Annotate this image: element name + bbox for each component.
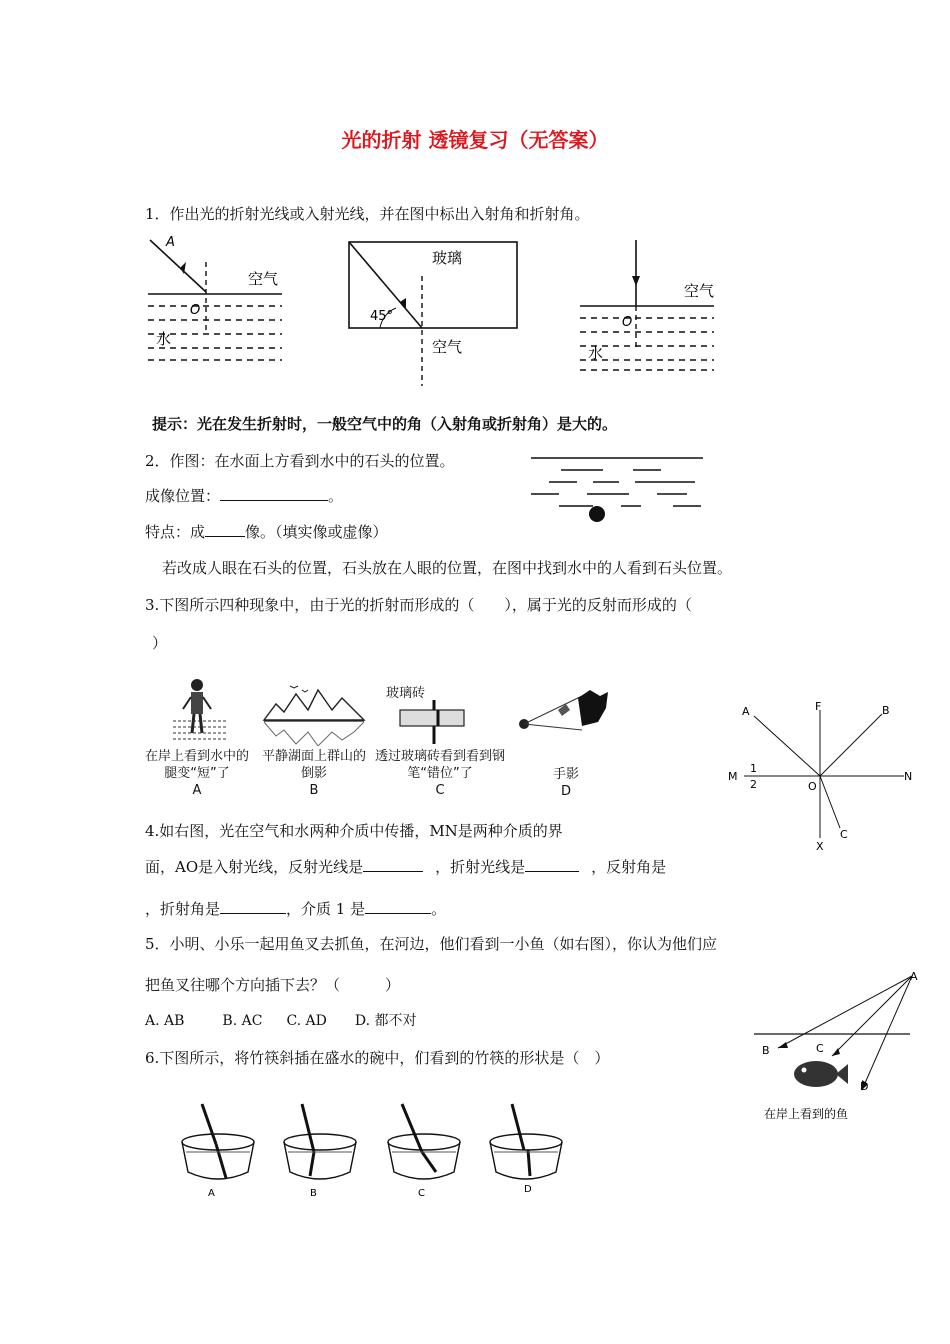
q1-figure-2 [340, 236, 530, 388]
caption-d-letter: D [560, 784, 571, 799]
caption-b-text: 平静湖面上群山的倒影 [262, 749, 367, 781]
q4-line-3 [145, 898, 446, 919]
q2-line-2 [145, 485, 343, 506]
bowl-a-letter: A [208, 1188, 215, 1199]
bowl-d-letter: D [524, 1184, 532, 1195]
q4-label-2: 2 [750, 778, 757, 791]
q3-line-2: ） [152, 634, 168, 652]
refracted-ray-blank[interactable] [525, 857, 579, 872]
q2-water-diagram [525, 450, 710, 526]
q5-options [145, 1010, 417, 1030]
q4-line2-a: 面，AO是入射光线，反射光线是 [145, 858, 364, 876]
q4-line3-c: 。 [431, 900, 447, 918]
caption-c-letter: C [435, 783, 445, 798]
q2-line2-prefix: 成像位置： [145, 487, 221, 505]
q4-label-A: A [742, 705, 750, 718]
caption-a-letter: A [192, 783, 202, 798]
caption-a-text: 在岸上看到水中的腿变“短”了 [144, 749, 249, 781]
bowl-b-letter: B [310, 1188, 317, 1199]
fig1-label-air: 空气 [248, 270, 279, 288]
q2-line-3 [145, 521, 388, 542]
image-position-blank[interactable] [220, 486, 328, 501]
page-title: 光的折射 透镜复习（无答案） [341, 128, 609, 152]
q2-line2-suffix: 。 [328, 487, 344, 505]
q1-text: 1．作出光的折射光线或入射光线，并在图中标出入射角和折射角。 [145, 205, 590, 223]
fig1-label-A: A [166, 235, 175, 250]
q6-line-1: 6.下图所示，将竹筷斜插在盛水的碗中，们看到的竹筷的形状是（ ） [145, 1049, 610, 1067]
caption-b [262, 748, 366, 799]
q4-line3-a: ，折射角是 [145, 900, 221, 918]
q4-label-N: N [904, 770, 913, 783]
q4-ray-diagram [722, 698, 922, 854]
fish-icon [794, 1061, 838, 1087]
caption-d [536, 766, 596, 800]
q2-line-4: 若改成人眼在石头的位置，石头放在人眼的位置，在图中找到水中的人看到石头位置。 [162, 559, 733, 577]
q3-picture-d [512, 686, 612, 736]
fig3-label-water: 水 [588, 344, 604, 362]
q4-label-M: M [728, 770, 738, 783]
q5-label-A: A [910, 970, 918, 983]
fig3-label-air: 空气 [684, 282, 715, 300]
caption-c-text: 透过玻璃砖看到看到钢笔“错位”了 [374, 749, 505, 781]
q2-line3-suffix: 像。（填实像或虚像） [245, 523, 388, 541]
q5-label-B: B [762, 1044, 770, 1057]
q5-line-1: 5．小明、小乐一起用鱼叉去抓鱼，在河边，他们看到一小鱼（如右图），你认为他们应 [145, 935, 718, 953]
caption-c [372, 748, 508, 799]
q5-option-a[interactable]: A. AB [145, 1013, 185, 1029]
q3-picture-a [165, 675, 235, 747]
q2-line-1: 2．作图：在水面上方看到水中的石头的位置。 [145, 452, 455, 470]
q5-option-c[interactable]: C. AD [286, 1013, 327, 1029]
q1-figure-1 [140, 232, 300, 372]
refraction-angle-blank[interactable] [220, 899, 286, 914]
bowl-c-letter: C [418, 1188, 425, 1199]
q4-line2-b: ，折射光线是 [435, 858, 526, 876]
bowl-b [280, 1100, 360, 1200]
q4-label-1: 1 [750, 762, 757, 775]
q4-line2-c: ，反射角是 [591, 858, 667, 876]
q5-label-C: C [816, 1042, 824, 1055]
caption-a [142, 748, 252, 799]
bowl-a [178, 1100, 258, 1200]
q5-fish-diagram [750, 966, 925, 1126]
stone-icon [589, 506, 605, 522]
q4-label-O: O [808, 780, 817, 793]
q5-option-b[interactable]: B. AC [222, 1013, 263, 1029]
bowl-c [384, 1100, 464, 1200]
image-type-blank[interactable] [205, 522, 245, 537]
fig1-label-O: O [190, 303, 201, 318]
fig2-label-glass: 玻璃 [432, 249, 463, 267]
caption-d-text: 手影 [552, 767, 579, 782]
q4-label-B: B [882, 704, 890, 717]
q4-line-1: 4.如右图，光在空气和水两种介质中传播，MN是两种介质的界 [145, 822, 563, 840]
q4-label-X: X [816, 840, 824, 853]
q4-line3-b: ，介质 1 是 [286, 900, 366, 918]
medium-blank[interactable] [365, 899, 431, 914]
q3-picture-c [394, 700, 470, 746]
reflected-ray-blank[interactable] [363, 857, 423, 872]
q4-label-F: F [815, 700, 822, 713]
hint-text: 提示：光在发生折射时，一般空气中的角（入射角或折射角）是大的。 [152, 415, 618, 433]
fig1-label-water: 水 [156, 330, 172, 348]
q4-label-C: C [840, 828, 848, 841]
fig3-label-O: O [622, 315, 633, 330]
fig2-label-angle: 45° [370, 309, 394, 324]
q5-label-D: D [860, 1080, 869, 1093]
q4-line-2 [145, 856, 666, 877]
q1-figure-3 [574, 236, 724, 378]
glass-brick-label: 玻璃砖 [386, 686, 426, 701]
q5-option-d[interactable]: D. 都不对 [354, 1013, 417, 1029]
q3-line-1: 3.下图所示四种现象中，由于光的折射而形成的（ ），属于光的反射而形成的（ [145, 596, 692, 614]
fig2-label-air: 空气 [432, 338, 463, 356]
q2-line3-prefix: 特点：成 [145, 523, 206, 541]
q5-line-2: 把鱼叉往哪个方向插下去？（ ） [145, 976, 401, 994]
caption-b-letter: B [309, 783, 319, 798]
q3-picture-b [262, 680, 366, 746]
q5-caption: 在岸上看到的鱼 [764, 1107, 849, 1121]
bowl-d [486, 1100, 566, 1200]
